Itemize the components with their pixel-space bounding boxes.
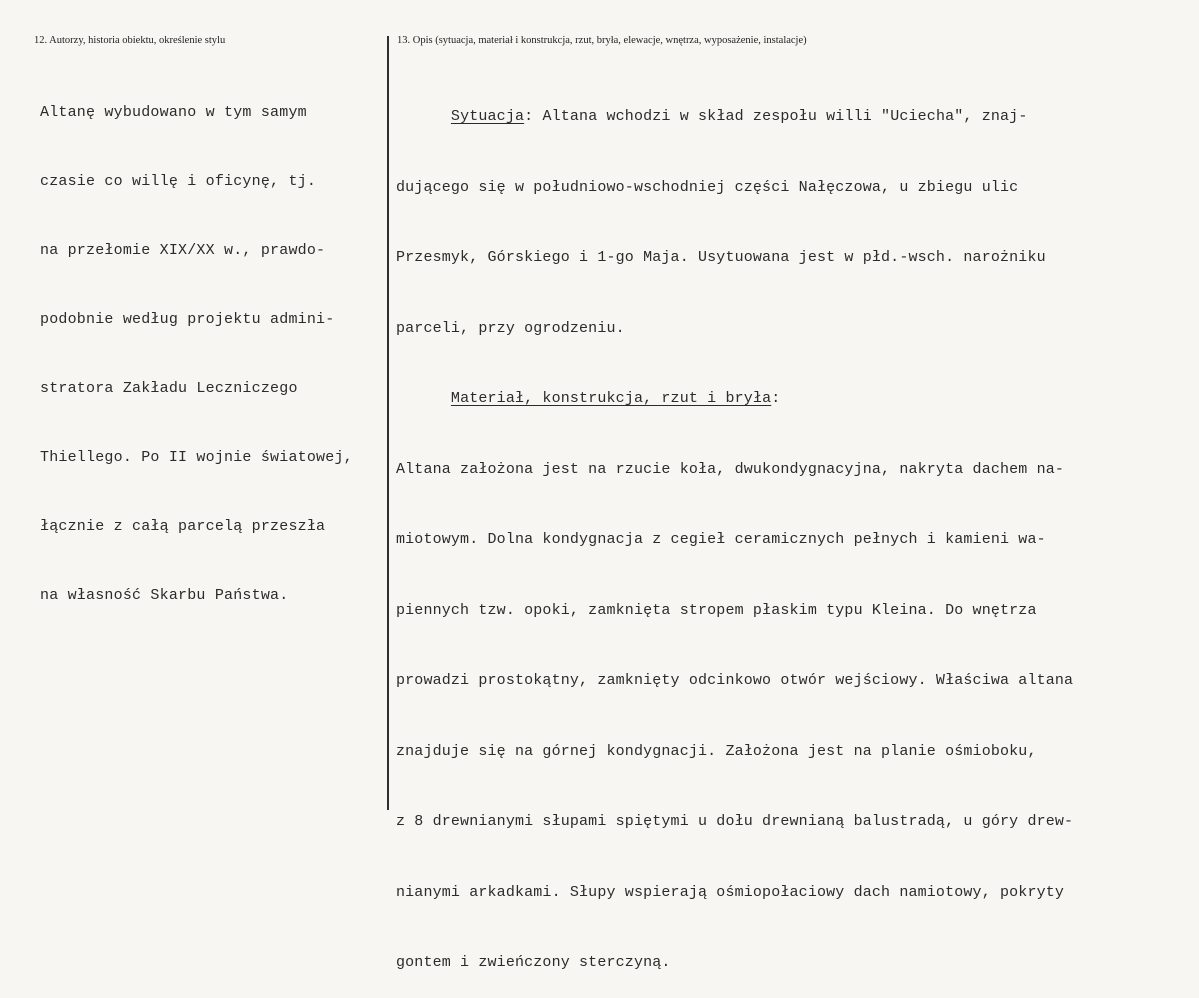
material-line: piennych tzw. opoki, zamknięta stropem płaskim typu Kleina. Do wnętrza xyxy=(396,601,1037,619)
history-line: stratora Zakładu Leczniczego xyxy=(40,380,298,397)
situation-heading-line xyxy=(396,105,1073,129)
history-line: czasie co willę i oficynę, tj. xyxy=(40,173,317,190)
material-line: z 8 drewnianymi słupami spiętymi u dołu drewnianą balustradą, u góry drew- xyxy=(396,813,1074,830)
section-13-header: 13. Opis (sytuacja, materiał i konstrukcja, rzut, bryła, elewacje, wnętrza, wyposażenie, instalacje) xyxy=(397,35,807,46)
history-line: łącznie z całą parcelą przeszła xyxy=(40,518,326,535)
situation-line: Przesmyk, Górskiego i 1-go Maja. Usytuowana jest w płd.-wsch. narożniku xyxy=(396,249,1046,266)
material-line: gontem i zwieńczony sterczyną. xyxy=(396,954,671,971)
situation-heading: Sytuacja xyxy=(450,108,525,125)
situation-line: dującego się w południowo-wschodniej części Nałęczowa, u zbiegu ulic xyxy=(396,178,1019,196)
material-heading-line xyxy=(396,387,1073,411)
material-line: znajduje się na górnej kondygnacji. Założona jest na planie ośmioboku, xyxy=(396,742,1037,760)
column-divider xyxy=(387,36,389,810)
material-heading-suffix: : xyxy=(771,390,781,407)
material-line: prowadzi prostokątny, zamknięty odcinkowo otwór wejściowy. Właściwa altana xyxy=(396,672,1074,689)
situation-line: parceli, przy ogrodzeniu. xyxy=(396,319,625,337)
history-line: Altanę wybudowano w tym samym xyxy=(40,104,307,121)
material-heading: Materiał, konstrukcja, rzut i bryła xyxy=(450,390,772,407)
material-line: nianymi arkadkami. Słupy wspierają ośmiopołaciowy dach namiotowy, pokryty xyxy=(396,883,1065,901)
section-12-header: 12. Autorzy, historia obiektu, określenie stylu xyxy=(34,35,226,46)
description-text xyxy=(396,58,1073,998)
history-line: Thiellego. Po II wojnie światowej, xyxy=(40,449,353,466)
material-line: Altana założona jest na rzucie koła, dwukondygnacyjna, nakryta dachem na- xyxy=(396,460,1065,478)
history-text xyxy=(40,55,353,630)
history-line: na własność Skarbu Państwa. xyxy=(40,587,289,604)
history-line: podobnie według projektu admini- xyxy=(40,311,335,328)
material-line: miotowym. Dolna kondygnacja z cegieł ceramicznych pełnych i kamieni wa- xyxy=(396,531,1046,548)
history-line: na przełomie XIX/XX w., prawdo- xyxy=(40,242,326,259)
situation-first-line: : Altana wchodzi w skład zespołu willi "Uciecha", znaj- xyxy=(524,108,1028,125)
